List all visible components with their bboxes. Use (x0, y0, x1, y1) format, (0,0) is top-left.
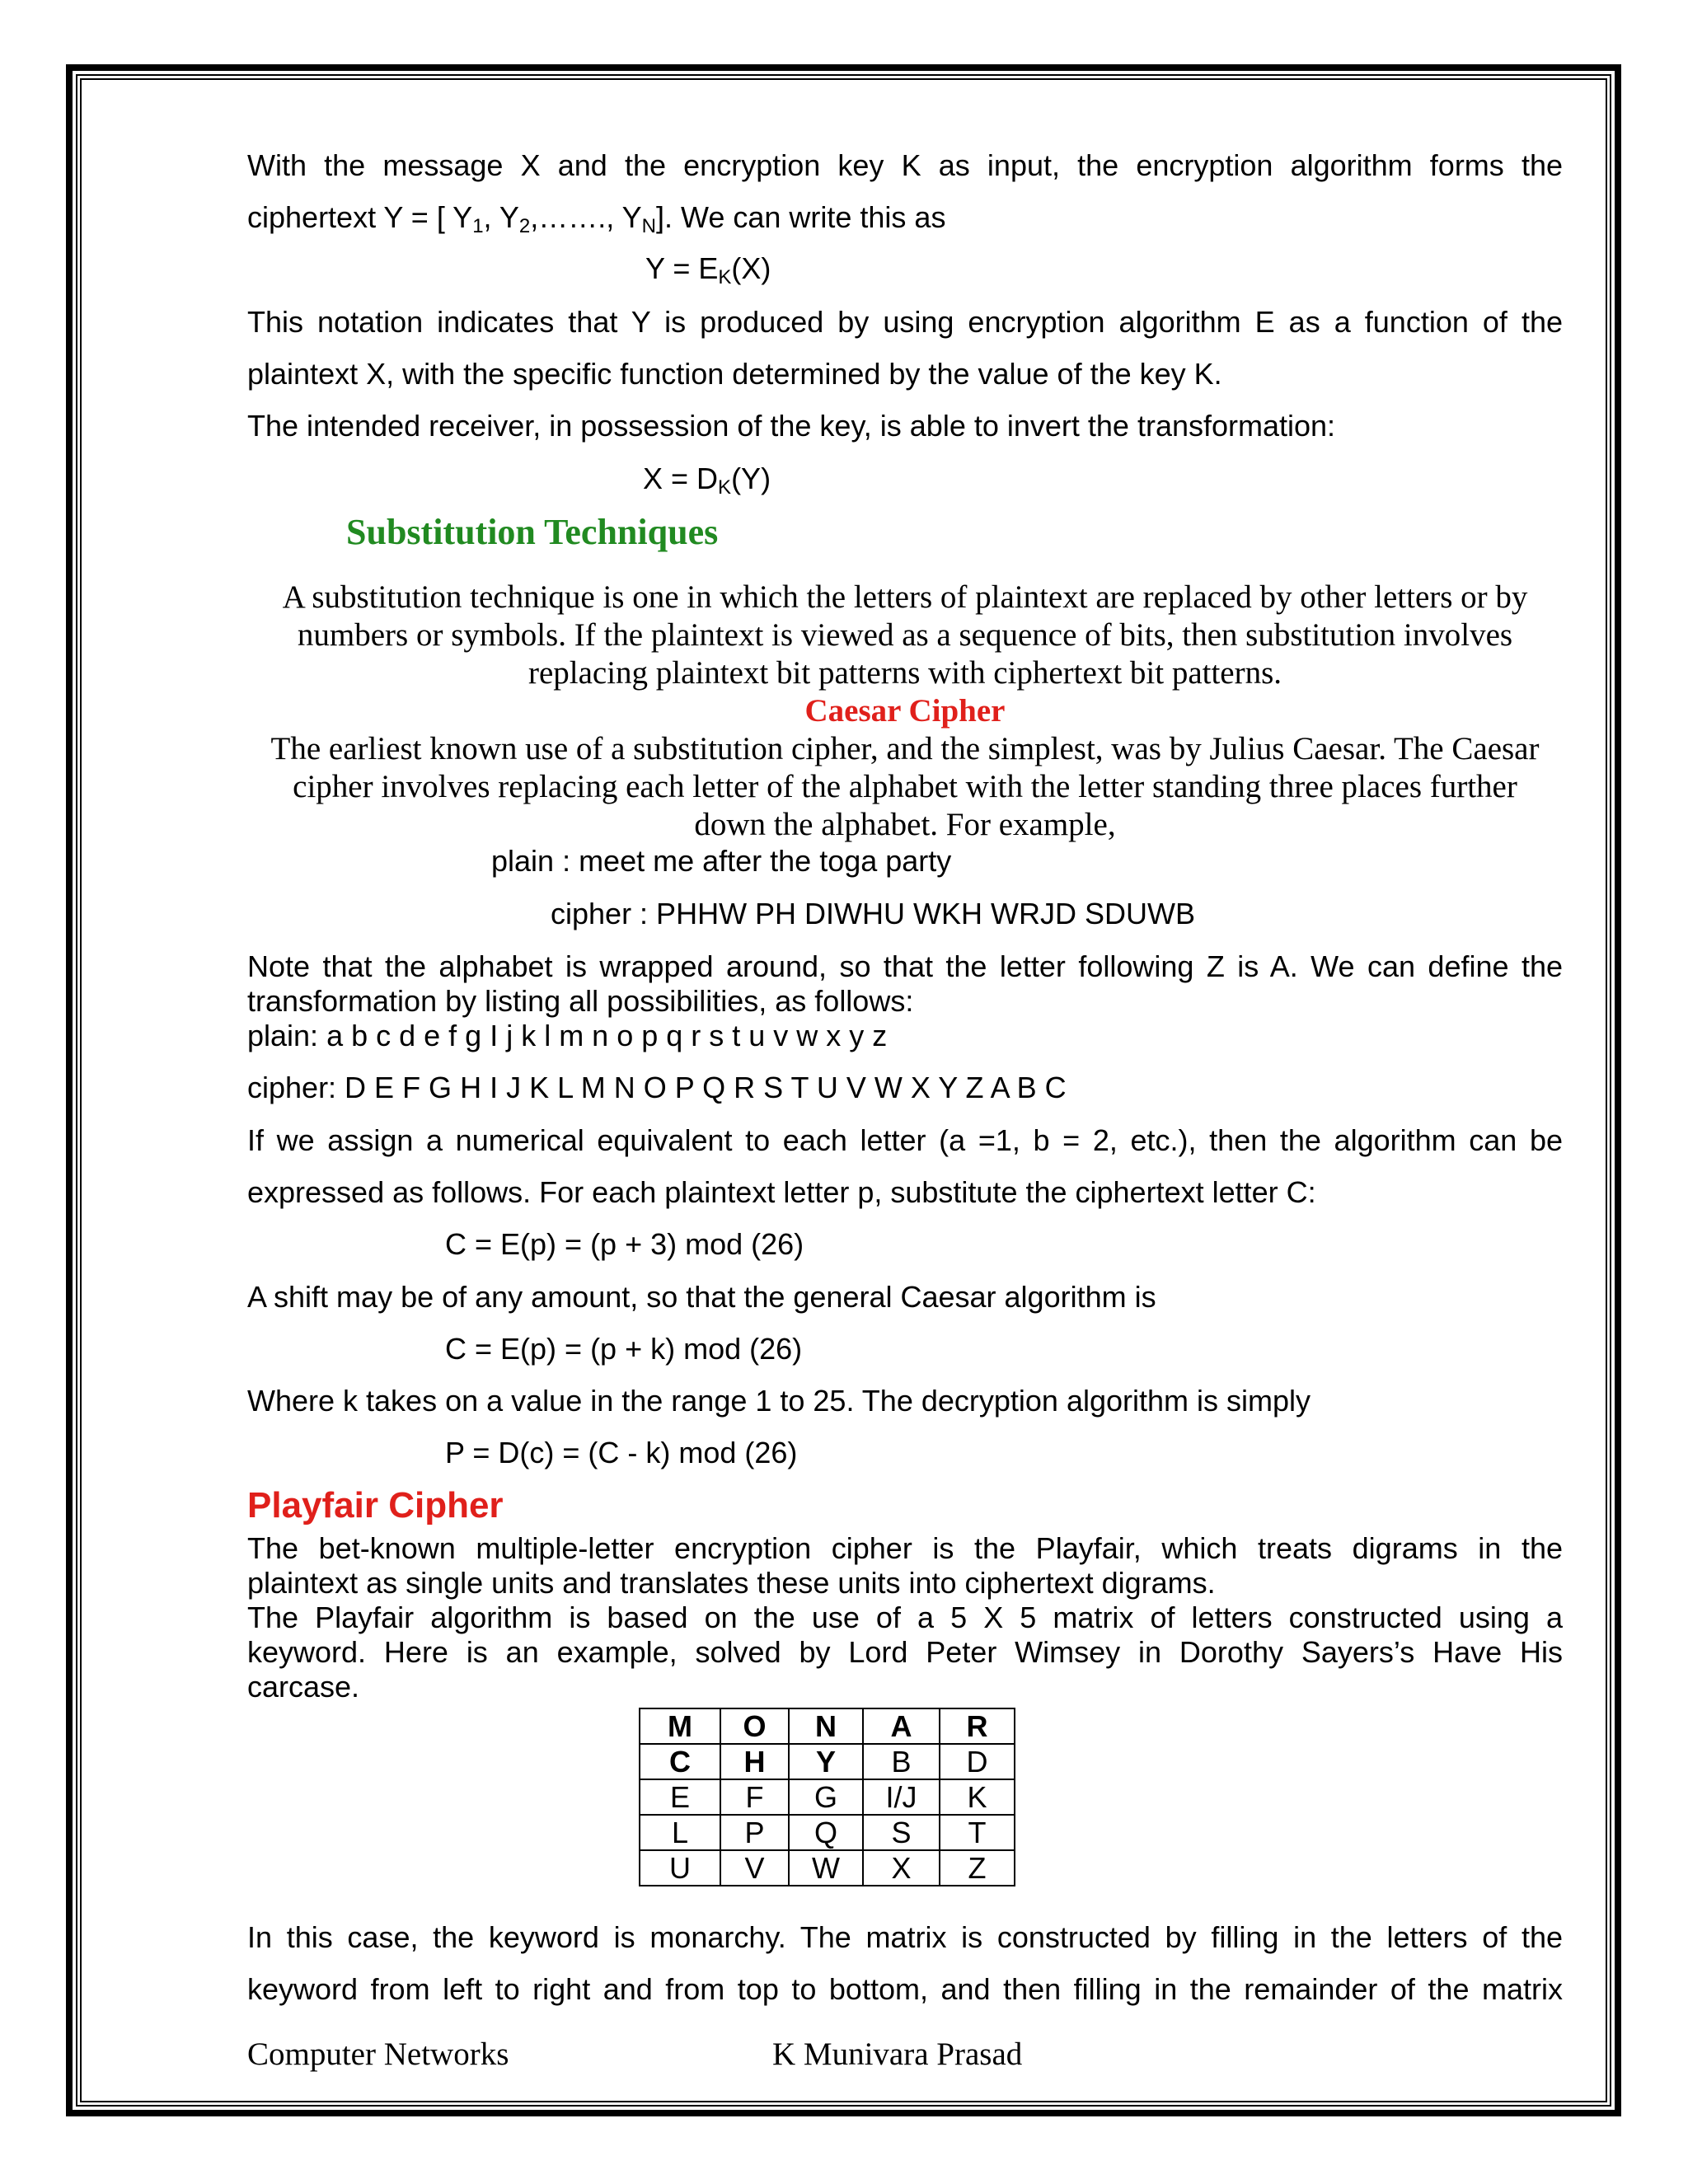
text-fragment: (X) (731, 251, 771, 285)
subscript: K (718, 476, 732, 499)
text-fragment: Y = E (645, 251, 719, 285)
substitution-paragraph-line: numbers or symbols. If the plaintext is viewed as a sequence of bits, then substitution involves (297, 617, 1513, 653)
text-fragment: X = D (643, 462, 719, 495)
matrix-cell: Q (789, 1815, 863, 1850)
subscript: 2 (518, 215, 531, 237)
matrix-cell: A (863, 1708, 940, 1744)
text-fragment: ,……., Y (530, 200, 642, 234)
matrix-cell: K (940, 1779, 1015, 1815)
matrix-cell: N (789, 1708, 863, 1744)
shift-line: A shift may be of any amount, so that the general Caesar algorithm is (247, 1280, 1156, 1314)
matrix-cell: W (789, 1850, 863, 1886)
subscript: K (718, 266, 732, 288)
matrix-cell: C (640, 1744, 720, 1779)
plain-alphabet: plain: a b c d e f g I j k l m n o p q r s t u v w x y z (247, 1019, 888, 1052)
formula-encrypt-k: C = E(p) = (p + k) mod (26) (445, 1332, 803, 1366)
numeric-line: expressed as follows. For each plaintext letter p, substitute the ciphertext letter C: (247, 1175, 1316, 1209)
matrix-row (640, 1744, 1015, 1779)
text-fragment: (Y) (731, 462, 771, 495)
substitution-heading: Substitution Techniques (346, 512, 719, 552)
matrix-cell: X (863, 1850, 940, 1886)
matrix-cell: Y (789, 1744, 863, 1779)
caesar-paragraph-line: cipher involves replacing each letter of the alphabet with the letter standing three places further (293, 769, 1517, 804)
playfair-paragraph-line: The Playfair algorithm is based on the use of a 5 X 5 matrix of letters constructed using a (247, 1601, 1563, 1634)
matrix-cell: O (720, 1708, 789, 1744)
formula-decrypt: P = D(c) = (C - k) mod (26) (445, 1436, 798, 1469)
intro-paragraph-line (247, 200, 945, 235)
playfair-matrix (639, 1708, 1015, 1886)
substitution-paragraph-line: replacing plaintext bit patterns with ciphertext bit patterns. (528, 655, 1282, 691)
numeric-line: If we assign a numerical equivalent to each letter (a =1, b = 2, etc.), then the algorithm can be (247, 1123, 1563, 1157)
matrix-row (640, 1815, 1015, 1850)
intro-paragraph-line: With the message X and the encryption key K as input, the encryption algorithm forms the (247, 148, 1563, 182)
playfair-explanation-line: In this case, the keyword is monarchy. The matrix is constructed by filling in the letters of the (247, 1920, 1563, 1954)
where-line: Where k takes on a value in the range 1 to 25. The decryption algorithm is simply (247, 1384, 1311, 1418)
equation-encrypt (645, 251, 771, 286)
substitution-paragraph-line: A substitution technique is one in which the letters of plaintext are replaced by other letters or by (282, 579, 1528, 615)
text-fragment: , Y (483, 200, 519, 234)
playfair-paragraph-line: The bet-known multiple-letter encryption cipher is the Playfair, which treats digrams in the (247, 1531, 1563, 1565)
matrix-cell: I/J (863, 1779, 940, 1815)
matrix-cell: D (940, 1744, 1015, 1779)
text-fragment: ciphertext Y = [ Y (247, 200, 473, 234)
formula-encrypt-3: C = E(p) = (p + 3) mod (26) (445, 1227, 804, 1261)
matrix-cell: F (720, 1779, 789, 1815)
playfair-paragraph-line: plaintext as single units and translates these units into ciphertext digrams. (247, 1566, 1216, 1600)
playfair-explanation-line: keyword from left to right and from top to bottom, and then filling in the remainder of the matrix (247, 1972, 1563, 2006)
subscript: N (641, 215, 656, 237)
playfair-paragraph-line: carcase. (247, 1670, 360, 1704)
text-fragment: ]. We can write this as (656, 200, 946, 234)
matrix-row (640, 1779, 1015, 1815)
matrix-cell: M (640, 1708, 720, 1744)
matrix-cell: U (640, 1850, 720, 1886)
matrix-row (640, 1850, 1015, 1886)
matrix-cell: B (863, 1744, 940, 1779)
caesar-paragraph-line: The earliest known use of a substitution cipher, and the simplest, was by Julius Caesar. The Caesar (270, 731, 1540, 766)
footer-author: K Munivara Prasad (772, 2036, 1023, 2072)
matrix-cell: S (863, 1815, 940, 1850)
matrix-cell: H (720, 1744, 789, 1779)
footer-course-title: Computer Networks (247, 2036, 509, 2072)
plain-example: plain : meet me after the toga party (491, 844, 952, 878)
intro-paragraph-line: This notation indicates that Y is produced by using encryption algorithm E as a function of the (247, 305, 1563, 339)
playfair-paragraph-line: keyword. Here is an example, solved by Lord Peter Wimsey in Dorothy Sayers’s Have His (247, 1635, 1563, 1669)
note-line: Note that the alphabet is wrapped around, so that the letter following Z is A. We can define the (247, 949, 1563, 983)
cipher-alphabet: cipher: D E F G H I J K L M N O P Q R S T U V W X Y Z A B C (247, 1071, 1067, 1104)
matrix-cell: E (640, 1779, 720, 1815)
matrix-cell: T (940, 1815, 1015, 1850)
caesar-paragraph-line: down the alphabet. For example, (694, 807, 1116, 842)
caesar-heading: Caesar Cipher (804, 693, 1006, 729)
matrix-cell: L (640, 1815, 720, 1850)
matrix-cell: Z (940, 1850, 1015, 1886)
matrix-cell: G (789, 1779, 863, 1815)
matrix-cell: R (940, 1708, 1015, 1744)
cipher-example: cipher : PHHW PH DIWHU WKH WRJD SDUWB (551, 897, 1195, 930)
matrix-cell: V (720, 1850, 789, 1886)
note-line: transformation by listing all possibilities, as follows: (247, 984, 914, 1018)
subscript: 1 (472, 215, 484, 237)
matrix-row (640, 1708, 1015, 1744)
equation-decrypt (643, 462, 771, 499)
playfair-heading: Playfair Cipher (247, 1485, 504, 1526)
intro-paragraph-line: The intended receiver, in possession of the key, is able to invert the transformation: (247, 409, 1336, 443)
matrix-cell: P (720, 1815, 789, 1850)
intro-paragraph-line: plaintext X, with the specific function determined by the value of the key K. (247, 357, 1222, 391)
